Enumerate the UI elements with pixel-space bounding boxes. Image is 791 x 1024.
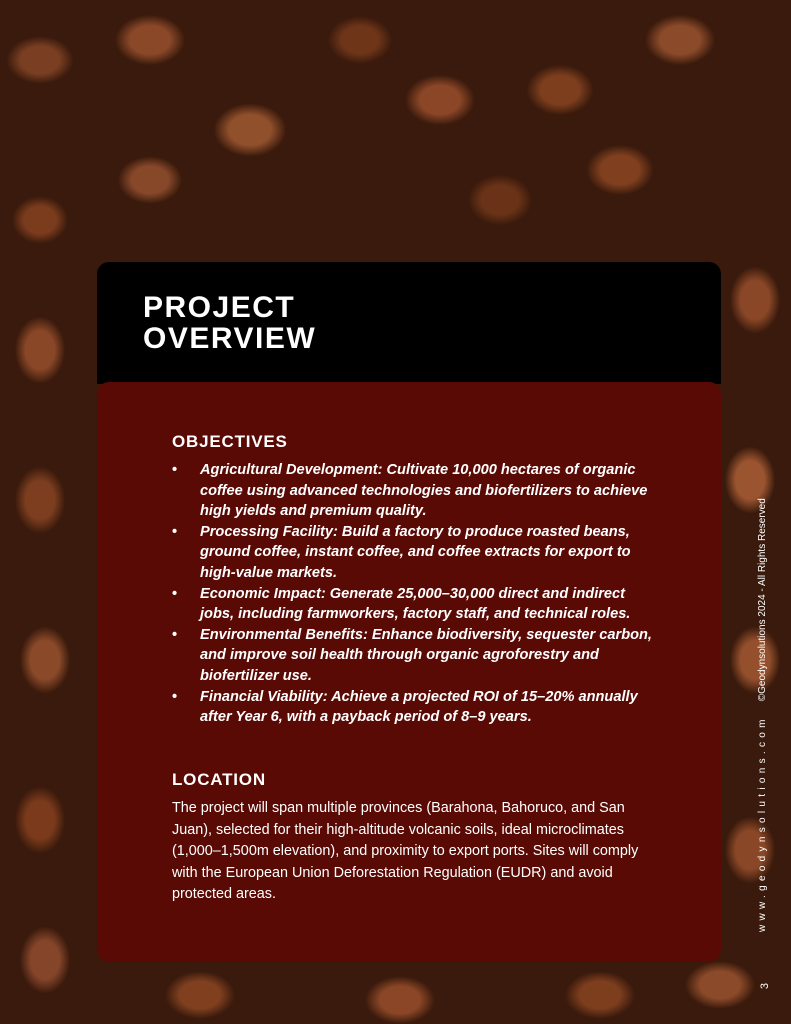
list-item: • Processing Facility: Build a factory to produce roasted beans, ground coffee, instant coffee, and coffee extracts for export to high-value markets. [172, 522, 652, 584]
location-text: The project will span multiple provinces (Barahona, Bahoruco, and San Juan), selected for their high-altitude volcanic soils, ideal microclimates (1,000–1,500m elevation), and proximity to export ports. Sites will comply with the European Union Deforestation Regulation (EUDR) and avoid protected areas. [172, 800, 639, 903]
list-item: • Financial Viability: Achieve a projected ROI of 15–20% annually after Year 6, with a payback period of 8–9 years. [172, 687, 652, 728]
content-panel [97, 382, 721, 962]
page-title [143, 292, 316, 354]
objectives-list [172, 460, 652, 728]
copyright-text: ©Geodynsolutions 2024 - All Rights Reserved [757, 498, 768, 702]
title-banner [97, 262, 721, 384]
website-link[interactable]: www.geodynsolutions.com [757, 715, 768, 932]
list-item: • Economic Impact: Generate 25,000–30,000 direct and indirect jobs, including farmworkers, factory staff, and technical roles. [172, 584, 652, 625]
list-item: • Agricultural Development: Cultivate 10,000 hectares of organic coffee using advanced technologies and biofertilizers to achieve high yields and premium quality. [172, 460, 652, 522]
location-heading: LOCATION [172, 770, 266, 789]
objectives-heading: OBJECTIVES [172, 432, 288, 451]
list-item: • Environmental Benefits: Enhance biodiversity, sequester carbon, and improve soil health through organic agroforestry and biofertilizer use. [172, 625, 652, 687]
title-line-2: OVERVIEW [143, 322, 317, 355]
title-line-1: PROJECT [143, 291, 296, 324]
side-footer [757, 498, 768, 932]
page-number: 3 [759, 982, 772, 990]
